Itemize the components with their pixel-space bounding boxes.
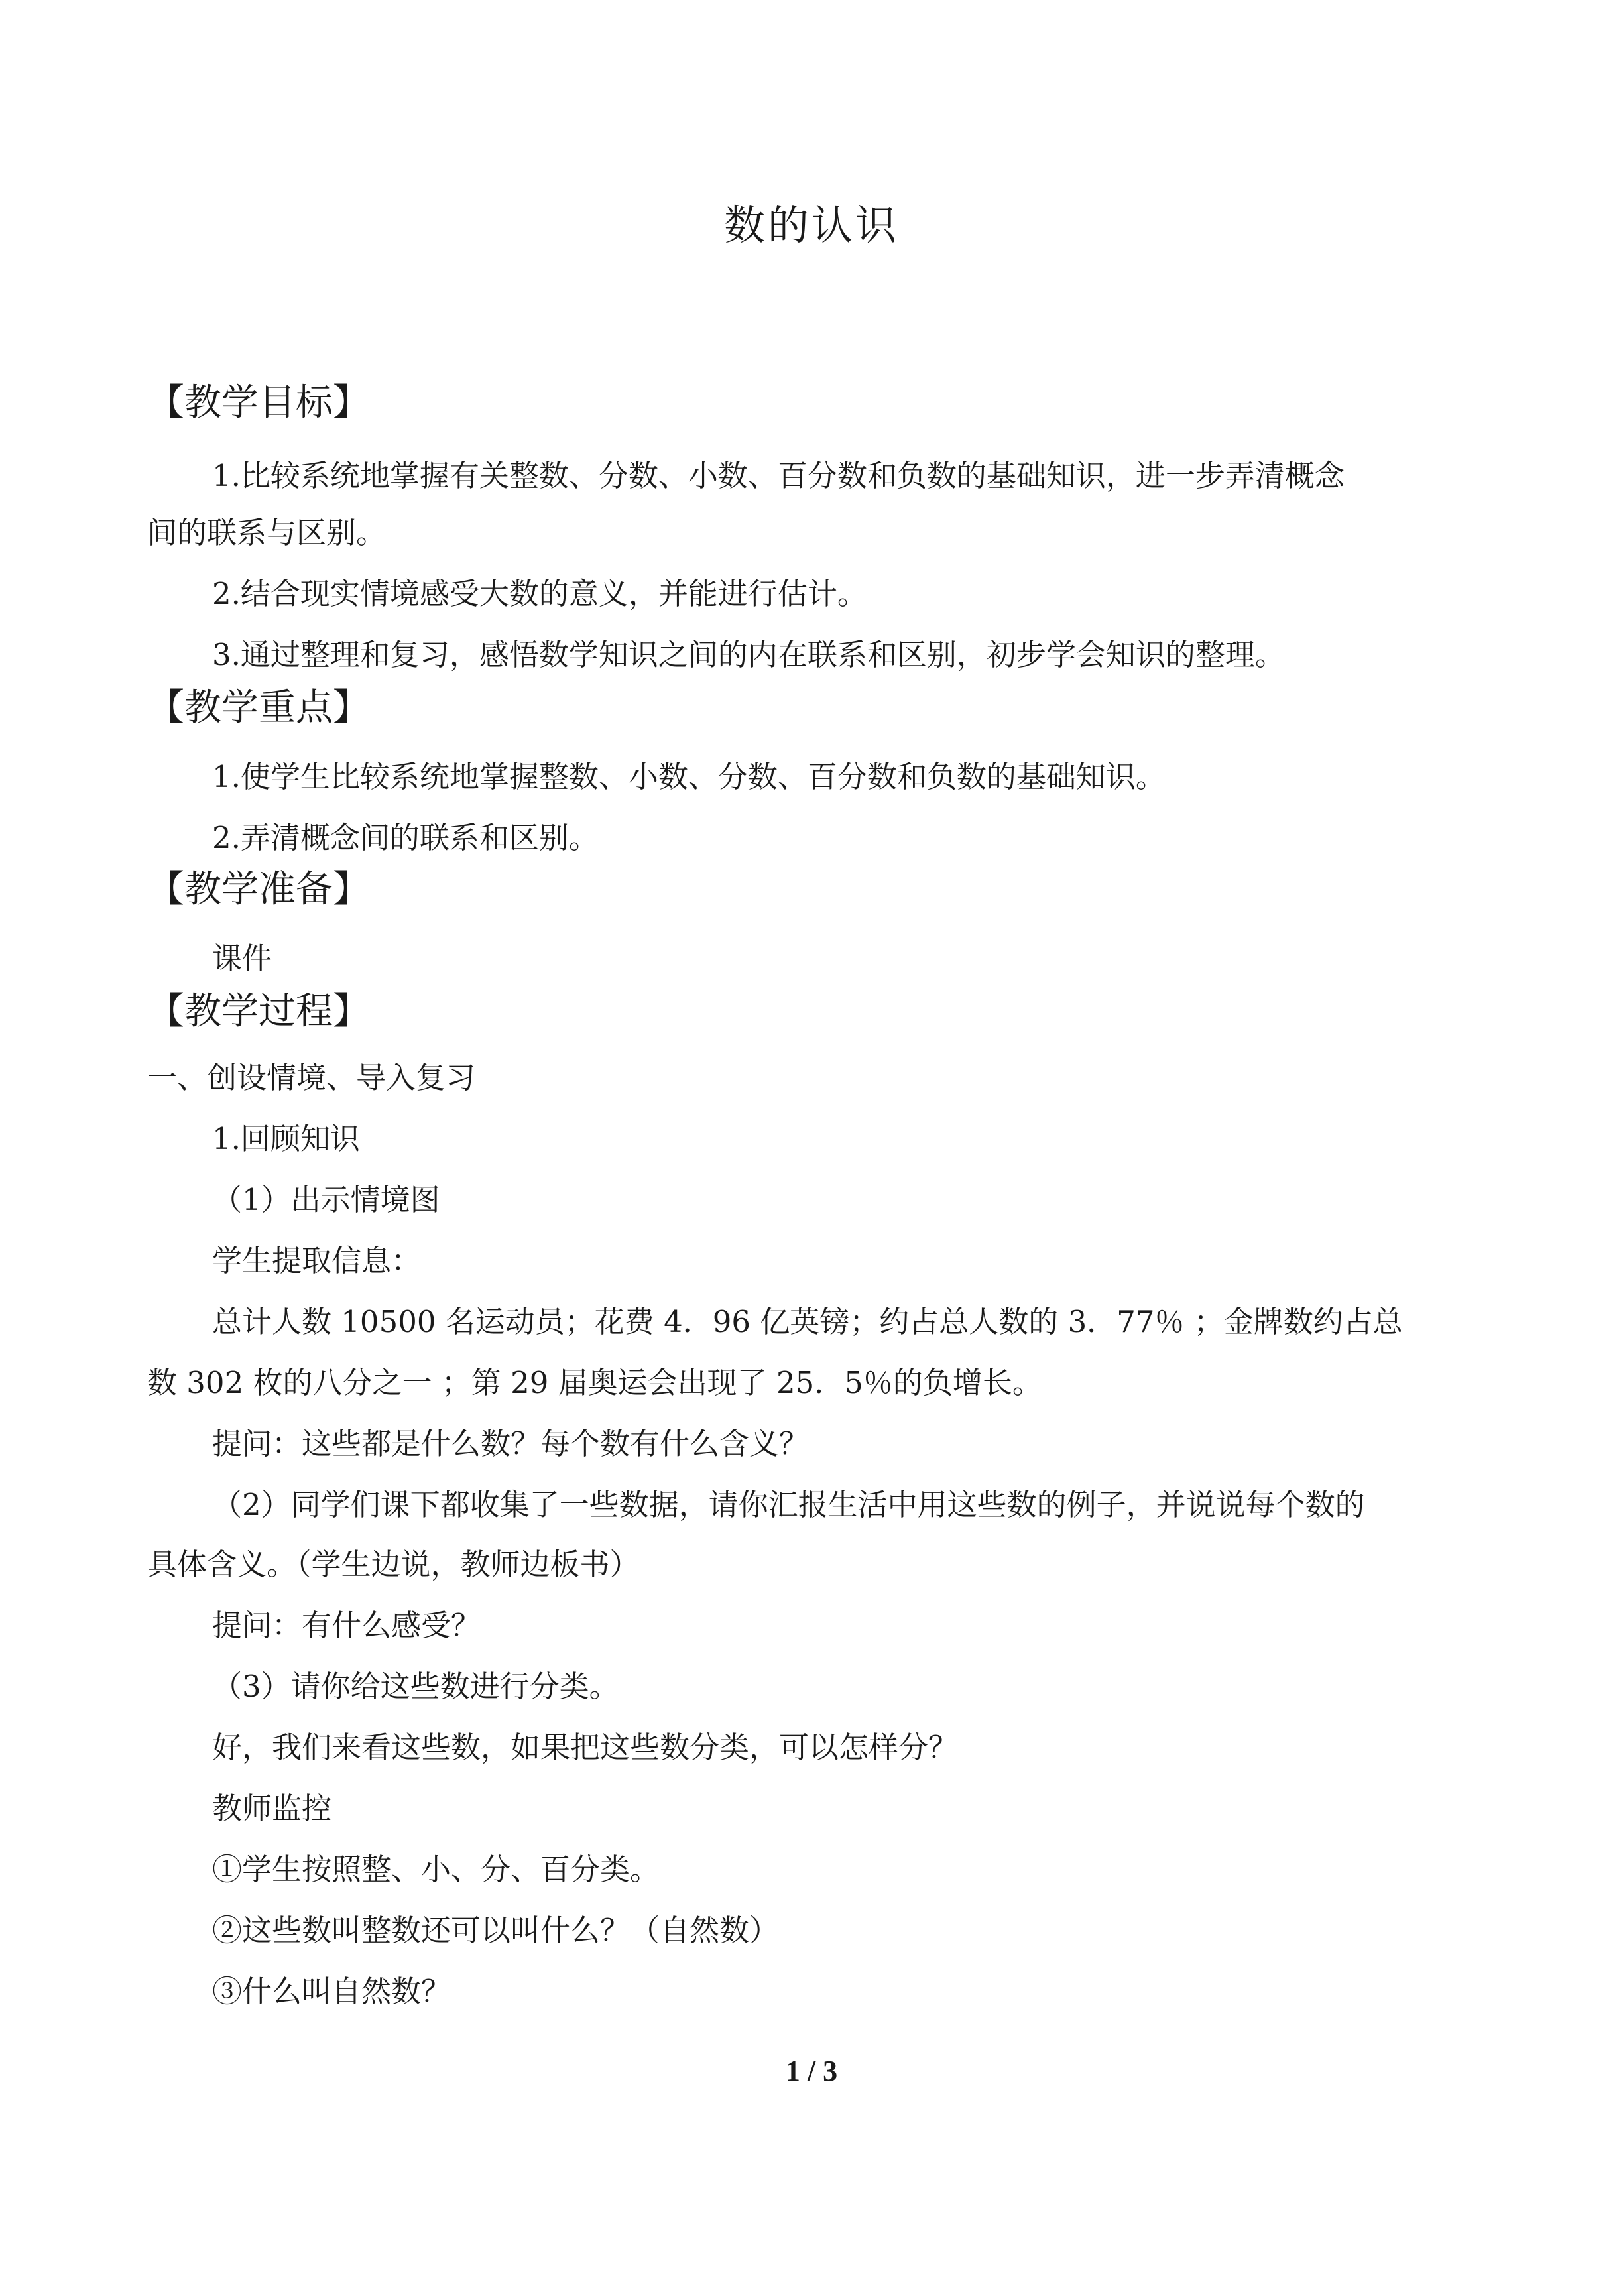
process-step-heading: 一、创设情境、导入复习 [147, 1060, 476, 1095]
objectives-heading: 【教学目标】 [147, 381, 370, 424]
document-title: 数的认识 [723, 201, 899, 249]
process-line: 教师监控 [212, 1791, 332, 1826]
objective-1-line-2: 间的联系与区别。 [147, 515, 387, 550]
key-points-heading: 【教学重点】 [147, 686, 370, 729]
process-line: ①学生按照整、小、分、百分类。 [212, 1852, 660, 1887]
preparation-text: 课件 [212, 941, 272, 976]
process-line: 总计人数 10500 名运动员；花费 4．96 亿英镑；约占总人数的 3．77％ ；金牌数约占总 [212, 1304, 1403, 1339]
key-point-1: 1.使学生比较系统地掌握整数、小数、分数、百分数和负数的基础知识。 [212, 759, 1166, 794]
process-heading: 【教学过程】 [147, 990, 370, 1033]
process-line: 提问：这些都是什么数？每个数有什么含义？ [212, 1426, 810, 1461]
preparation-heading: 【教学准备】 [147, 868, 370, 911]
objective-2: 2.结合现实情境感受大数的意义，并能进行估计。 [212, 576, 867, 611]
process-line: （3）请你给这些数进行分类。 [212, 1669, 619, 1704]
process-line: 学生提取信息： [212, 1243, 422, 1278]
process-line: （1）出示情境图 [212, 1182, 440, 1217]
process-line: 好，我们来看这些数，如果把这些数分类，可以怎样分？ [212, 1730, 959, 1765]
process-line: 提问：有什么感受？ [212, 1608, 481, 1643]
process-line: （2）同学们课下都收集了一些数据，请你汇报生活中用这些数的例子，并说说每个数的 [212, 1487, 1365, 1522]
process-line: ②这些数叫整数还可以叫什么？（自然数） [212, 1913, 780, 1948]
page-number: 1 / 3 [785, 2055, 838, 2087]
process-line: 具体含义。（学生边说，教师边板书） [147, 1547, 640, 1582]
objective-1-line-1: 1.比较系统地掌握有关整数、分数、小数、百分数和负数的基础知识，进一步弄清概念 [212, 458, 1345, 493]
process-line: 数 302 枚的八分之一 ；第 29 届奥运会出现了 25．5％的负增长。 [147, 1365, 1042, 1400]
objective-3: 3.通过整理和复习，感悟数学知识之间的内在联系和区别，初步学会知识的整理。 [212, 637, 1285, 672]
process-line: ③什么叫自然数？ [212, 1974, 451, 2009]
key-point-2: 2.弄清概念间的联系和区别。 [212, 820, 599, 855]
process-line: 1.回顾知识 [212, 1121, 360, 1156]
